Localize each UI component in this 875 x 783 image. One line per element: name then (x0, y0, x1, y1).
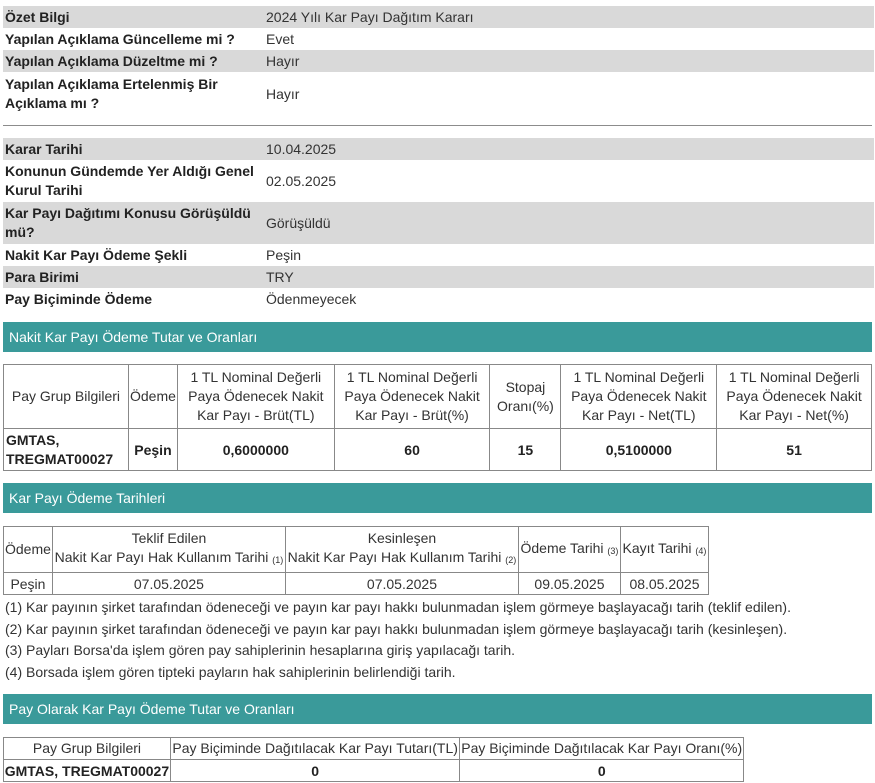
summary-label: Yapılan Açıklama Ertelenmiş Bir Açıklama mı ? (5, 76, 218, 111)
dates-header-proposed-title: Teklif Edilen (131, 530, 207, 546)
dates-cell-record-date: 08.05.2025 (620, 573, 708, 595)
dates-header-final-title: Kesinleşen (367, 530, 437, 546)
stock-section-header: Pay Olarak Kar Payı Ödeme Tutar ve Oranları (3, 694, 872, 724)
cash-cell-net-tl: 0,5100000 (561, 429, 717, 471)
cash-cell-withholding: 15 (490, 429, 561, 471)
cash-header-net-tl: 1 TL Nominal Değerli Paya Ödenecek Nakit Kar Payı - Net(TL) (561, 365, 717, 429)
cash-cell-payment: Peşin (128, 429, 177, 471)
decision-label: Nakit Kar Payı Ödeme Şekli (5, 246, 188, 263)
stock-header-group: Pay Grup Bilgileri (4, 738, 171, 760)
decision-value: Ödenmeyecek (266, 290, 357, 307)
cash-cell-gross-tl: 0,6000000 (177, 429, 334, 471)
dates-table (3, 526, 709, 595)
summary-value: Hayır (266, 52, 300, 69)
dates-header-proposed (52, 527, 285, 573)
decision-label: Pay Biçiminde Ödeme (5, 290, 153, 307)
stock-table (3, 737, 744, 782)
table-row (4, 760, 744, 782)
dates-table-header-row (4, 527, 709, 573)
dates-cell-final: 07.05.2025 (285, 573, 518, 595)
cash-table (3, 364, 872, 471)
decision-value: Görüşüldü (266, 214, 331, 231)
summary-value: 2024 Yılı Kar Payı Dağıtım Kararı (266, 8, 474, 25)
dates-section-header: Kar Payı Ödeme Tarihleri (3, 483, 872, 513)
cash-header-withholding: Stopaj Oranı(%) (490, 365, 561, 429)
cash-cell-group: GMTAS, TREGMAT00027 (4, 429, 129, 471)
decision-value: Peşin (266, 246, 302, 263)
stock-header-amount: Pay Biçiminde Dağıtılacak Kar Payı Tutarı(TL) (170, 738, 460, 760)
decision-row (3, 202, 874, 244)
decision-row (3, 138, 874, 160)
cash-section-header: Nakit Kar Payı Ödeme Tutar ve Oranları (3, 322, 872, 352)
table-row (4, 429, 872, 471)
footnote-ref: (1) (272, 555, 284, 565)
cash-header-net-pct: 1 TL Nominal Değerli Paya Ödenecek Nakit Kar Payı - Net(%) (717, 365, 872, 429)
footnote-ref: (2) (505, 555, 517, 565)
cash-table-header-row (4, 365, 872, 429)
cash-cell-gross-pct: 60 (334, 429, 490, 471)
decision-row (3, 160, 874, 202)
decision-value: 10.04.2025 (266, 140, 337, 157)
dates-header-record-date (620, 527, 708, 573)
summary-info (3, 6, 874, 116)
dates-cell-payment: Peşin (4, 573, 53, 595)
footnote: (1) Kar payının şirket tarafından ödeneceği ve payın kar payı hakkı bulunmadan işlem görmeye başlayacağı tarih (teklif edilen). (5, 599, 791, 615)
summary-label: Özet Bilgi (5, 8, 70, 25)
decision-label: Para Birimi (5, 268, 79, 285)
stock-cell-amount: 0 (170, 760, 460, 782)
decision-row (3, 288, 874, 310)
decision-label: Konunun Gündemde Yer Aldığı Genel Kurul Tarihi (5, 163, 254, 198)
decision-row (3, 244, 874, 266)
cash-header-gross-tl: 1 TL Nominal Değerli Paya Ödenecek Nakit Kar Payı - Brüt(TL) (177, 365, 334, 429)
stock-table-header-row (4, 738, 744, 760)
cash-header-payment: Ödeme (128, 365, 177, 429)
footnotes (0, 597, 875, 683)
stock-cell-ratio: 0 (460, 760, 744, 782)
dates-header-payment-date-label: Ödeme Tarihi (520, 539, 604, 556)
stock-header-ratio: Pay Biçiminde Dağıtılacak Kar Payı Oranı(%) (460, 738, 744, 760)
decision-value: TRY (266, 268, 294, 285)
summary-label: Yapılan Açıklama Güncelleme mi ? (5, 30, 235, 47)
dates-cell-proposed: 07.05.2025 (52, 573, 285, 595)
dates-header-payment: Ödeme (4, 527, 53, 573)
footnote: (3) Payları Borsa'da işlem gören pay sahiplerinin hesaplarına giriş yapılacağı tarih. (5, 642, 516, 658)
dates-header-payment-date (518, 527, 620, 573)
cash-header-group: Pay Grup Bilgileri (4, 365, 129, 429)
decision-info (3, 138, 874, 310)
footnote-ref: (4) (695, 545, 707, 556)
stock-cell-group: GMTAS, TREGMAT00027 (4, 760, 171, 782)
summary-value: Hayır (266, 85, 300, 102)
dates-header-record-date-label: Kayıt Tarihi (622, 539, 692, 556)
dates-header-proposed-subtitle: Nakit Kar Payı Hak Kullanım Tarihi (54, 549, 269, 565)
summary-row (3, 50, 874, 72)
summary-row (3, 28, 874, 50)
summary-row (3, 72, 874, 116)
decision-label: Kar Payı Dağıtımı Konusu Görüşüldü mü? (5, 205, 251, 240)
table-row (4, 573, 709, 595)
footnote-ref: (3) (607, 545, 619, 556)
footnote: (4) Borsada işlem gören tipteki payların hak sahiplerinin belirlendiği tarih. (5, 663, 456, 680)
dates-header-final (285, 527, 518, 573)
decision-row (3, 266, 874, 288)
summary-label: Yapılan Açıklama Düzeltme mi ? (5, 52, 218, 69)
dates-cell-payment-date: 09.05.2025 (518, 573, 620, 595)
decision-label: Karar Tarihi (5, 140, 83, 157)
dates-header-final-subtitle: Nakit Kar Payı Hak Kullanım Tarihi (287, 549, 502, 565)
summary-value: Evet (266, 30, 295, 47)
summary-row (3, 6, 874, 28)
footnote: (2) Kar payının şirket tarafından ödeneceği ve payın kar payı hakkı bulunmadan işlem görmeye başlayacağı tarih (kesinleşen). (5, 620, 788, 637)
cash-cell-net-pct: 51 (717, 429, 872, 471)
cash-header-gross-pct: 1 TL Nominal Değerli Paya Ödenecek Nakit Kar Payı - Brüt(%) (334, 365, 490, 429)
decision-value: 02.05.2025 (266, 172, 337, 189)
divider (3, 125, 872, 126)
